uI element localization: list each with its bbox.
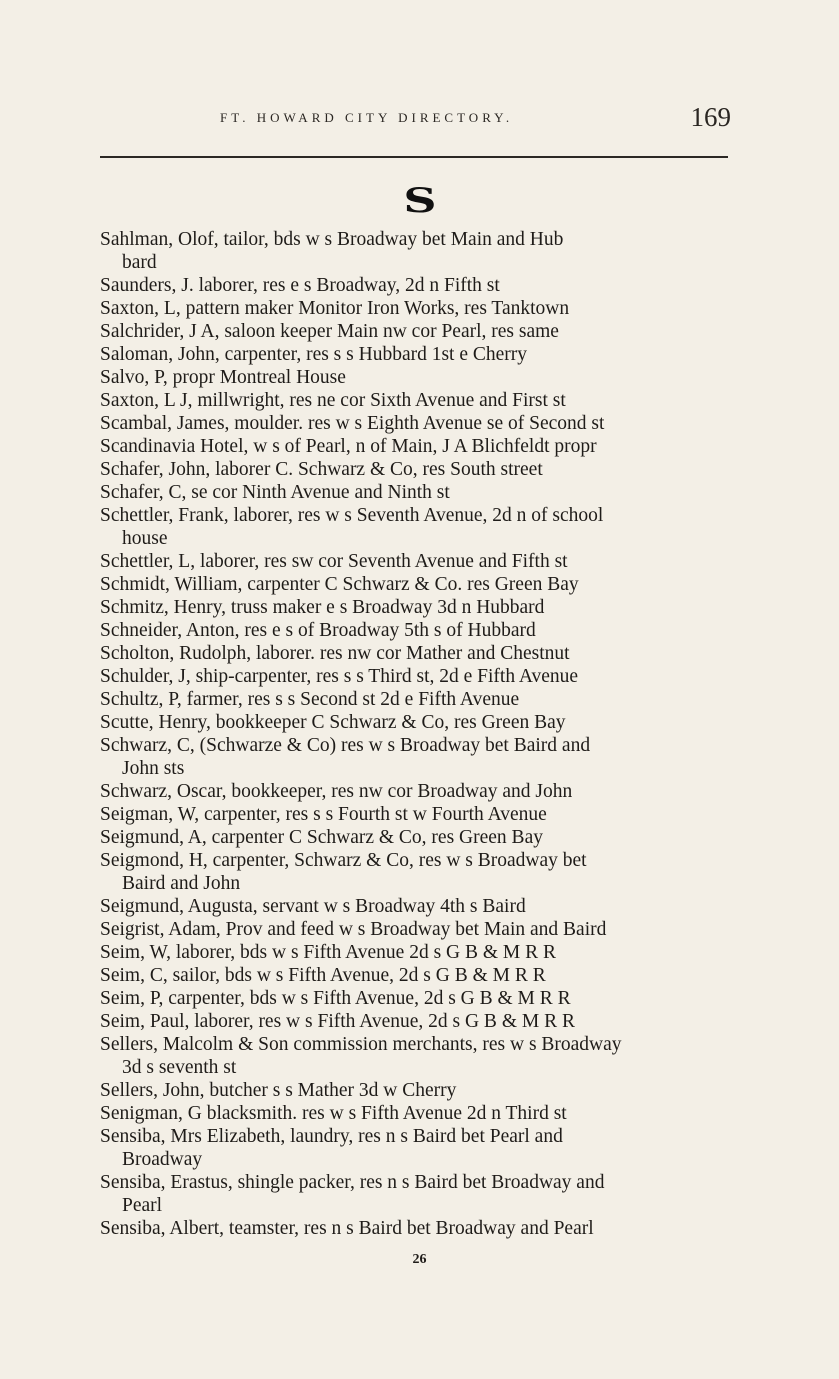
entry-text: Schultz, P, farmer, res s s Second st 2d e Fifth Avenue xyxy=(100,689,520,710)
directory-entry xyxy=(100,596,740,619)
directory-entry xyxy=(100,987,740,1010)
directory-entry xyxy=(100,435,740,458)
directory-entry xyxy=(100,780,740,803)
page-header xyxy=(100,102,731,136)
entry-text: Salvo, P, propr Montreal House xyxy=(100,367,346,388)
entry-text: Seigmond, H, carpenter, Schwarz & Co, res w s Broadway bet xyxy=(100,850,587,871)
directory-entry xyxy=(100,803,740,826)
entry-text: Sensiba, Erastus, shingle packer, res n s Baird bet Broadway and xyxy=(100,1172,605,1193)
entry-text: Seim, P, carpenter, bds w s Fifth Avenue, 2d s G B & M R R xyxy=(100,988,571,1009)
directory-entry xyxy=(100,366,740,389)
directory-entry xyxy=(100,389,740,412)
directory-entry xyxy=(100,573,740,596)
entry-text: Seigmund, Augusta, servant w s Broadway 4th s Baird xyxy=(100,896,526,917)
entry-text: Schmitz, Henry, truss maker e s Broadway 3d n Hubbard xyxy=(100,597,545,618)
directory-entry xyxy=(100,297,740,320)
entry-text: Sahlman, Olof, tailor, bds w s Broadway bet Main and Hub xyxy=(100,229,564,250)
directory-entry xyxy=(100,849,740,895)
directory-entry xyxy=(100,1010,740,1033)
entry-continuation: Broadway xyxy=(122,1149,203,1170)
directory-entry xyxy=(100,688,740,711)
entry-text: Schettler, L, laborer, res sw cor Seventh Avenue and Fifth st xyxy=(100,551,568,572)
directory-entry xyxy=(100,274,740,297)
directory-entry xyxy=(100,1079,740,1102)
entry-text: Sensiba, Albert, teamster, res n s Baird bet Broadway and Pearl xyxy=(100,1218,594,1239)
section-letter: S xyxy=(403,181,437,221)
directory-entry xyxy=(100,941,740,964)
directory-entry xyxy=(100,1125,740,1171)
entry-text: Saxton, L, pattern maker Monitor Iron Works, res Tanktown xyxy=(100,298,570,319)
entry-continuation: John sts xyxy=(122,758,185,779)
entry-text: Seigman, W, carpenter, res s s Fourth st w Fourth Avenue xyxy=(100,804,547,825)
entry-text: Scambal, James, moulder. res w s Eighth Avenue se of Second st xyxy=(100,413,605,434)
entry-text: Schmidt, William, carpenter C Schwarz & Co. res Green Bay xyxy=(100,574,579,595)
directory-entry xyxy=(100,918,740,941)
entry-continuation: Pearl xyxy=(122,1195,163,1216)
directory-entry xyxy=(100,895,740,918)
entry-text: Scholton, Rudolph, laborer. res nw cor Mather and Chestnut xyxy=(100,643,570,664)
entry-continuation: 3d s seventh st xyxy=(122,1057,237,1078)
entry-text: Schulder, J, ship-carpenter, res s s Third st, 2d e Fifth Avenue xyxy=(100,666,579,687)
entry-continuation: house xyxy=(122,528,168,549)
entry-continuation: Baird and John xyxy=(122,873,241,894)
directory-entry xyxy=(100,1102,740,1125)
directory-entry xyxy=(100,458,740,481)
entry-text: Salchrider, J A, saloon keeper Main nw cor Pearl, res same xyxy=(100,321,559,342)
entry-text: Schneider, Anton, res e s of Broadway 5th s of Hubbard xyxy=(100,620,536,641)
header-rule xyxy=(100,156,728,158)
entry-text: Sellers, Malcolm & Son commission merchants, res w s Broadway xyxy=(100,1034,622,1055)
directory-entry xyxy=(100,343,740,366)
entry-continuation: bard xyxy=(122,252,157,273)
entry-text: Scandinavia Hotel, w s of Pearl, n of Main, J A Blichfeldt propr xyxy=(100,436,597,457)
directory-listings xyxy=(100,228,740,1240)
entry-text: Schafer, John, laborer C. Schwarz & Co, res South street xyxy=(100,459,543,480)
entry-text: Senigman, G blacksmith. res w s Fifth Avenue 2d n Third st xyxy=(100,1103,567,1124)
entry-text: Schwarz, C, (Schwarze & Co) res w s Broadway bet Baird and xyxy=(100,735,591,756)
directory-entry xyxy=(100,734,740,780)
entry-text: Schafer, C, se cor Ninth Avenue and Ninth st xyxy=(100,482,450,503)
entry-text: Sensiba, Mrs Elizabeth, laundry, res n s Baird bet Pearl and xyxy=(100,1126,563,1147)
directory-entry xyxy=(100,1033,740,1079)
directory-entry xyxy=(100,550,740,573)
directory-entry xyxy=(100,1217,740,1240)
directory-entry xyxy=(100,711,740,734)
directory-entry xyxy=(100,228,740,274)
entry-text: Seigrist, Adam, Prov and feed w s Broadway bet Main and Baird xyxy=(100,919,607,940)
running-head: FT. HOWARD CITY DIRECTORY. xyxy=(220,110,514,125)
directory-entry xyxy=(100,964,740,987)
directory-entry xyxy=(100,642,740,665)
directory-entry xyxy=(100,665,740,688)
entry-text: Sellers, John, butcher s s Mather 3d w Cherry xyxy=(100,1080,457,1101)
entry-text: Saunders, J. laborer, res e s Broadway, 2d n Fifth st xyxy=(100,275,500,296)
entry-text: Saxton, L J, millwright, res ne cor Sixth Avenue and First st xyxy=(100,390,566,411)
directory-entry xyxy=(100,1171,740,1217)
entry-text: Seim, W, laborer, bds w s Fifth Avenue 2d s G B & M R R xyxy=(100,942,557,963)
entry-text: Schettler, Frank, laborer, res w s Seventh Avenue, 2d n of school xyxy=(100,505,604,526)
directory-entry xyxy=(100,504,740,550)
directory-entry xyxy=(100,826,740,849)
entry-text: Seim, C, sailor, bds w s Fifth Avenue, 2d s G B & M R R xyxy=(100,965,546,986)
directory-entry xyxy=(100,412,740,435)
entry-text: Scutte, Henry, bookkeeper C Schwarz & Co, res Green Bay xyxy=(100,712,566,733)
signature-mark: 26 xyxy=(412,1252,427,1267)
directory-entry xyxy=(100,619,740,642)
page-number: 169 xyxy=(690,102,731,132)
entry-text: Saloman, John, carpenter, res s s Hubbard 1st e Cherry xyxy=(100,344,528,365)
entry-text: Seim, Paul, laborer, res w s Fifth Avenue, 2d s G B & M R R xyxy=(100,1011,575,1032)
directory-entry xyxy=(100,481,740,504)
entry-text: Schwarz, Oscar, bookkeeper, res nw cor Broadway and John xyxy=(100,781,573,802)
entry-text: Seigmund, A, carpenter C Schwarz & Co, res Green Bay xyxy=(100,827,543,848)
directory-entry xyxy=(100,320,740,343)
